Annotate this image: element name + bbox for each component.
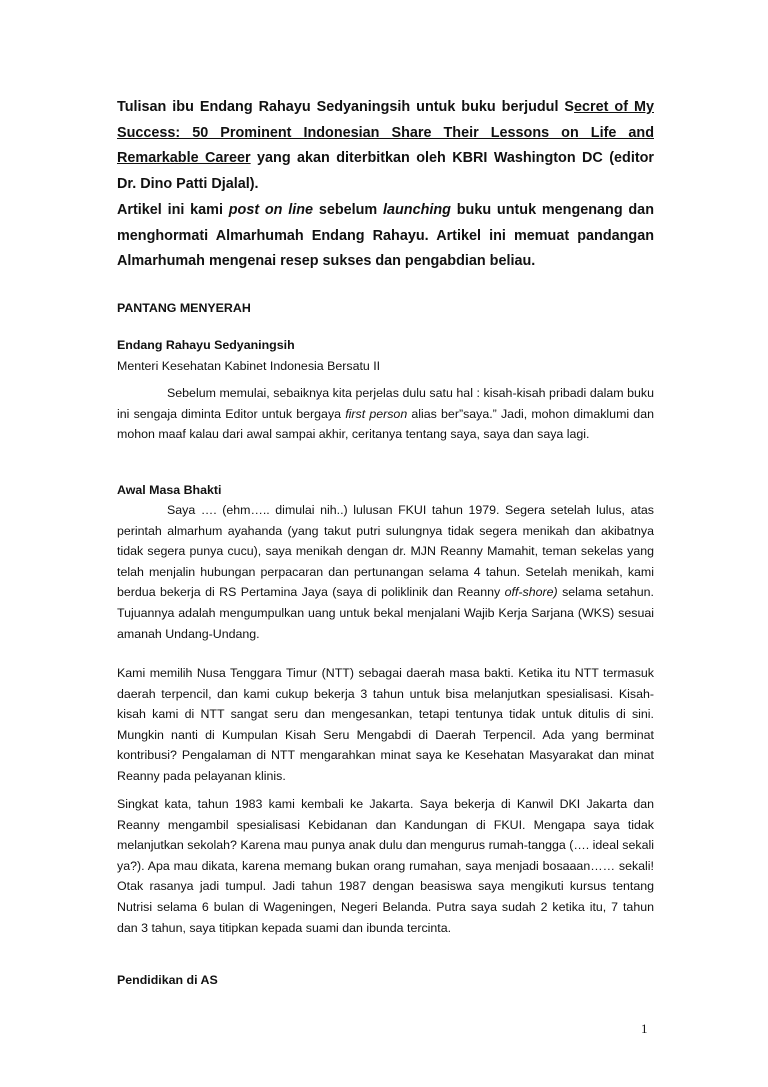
section-heading: Pendidikan di AS [117,973,218,987]
section-heading: Awal Masa Bhakti [117,483,222,497]
book-title: ecret of My Success: 50 Prominent Indonesian Share Their Lessons on Life and Remarkable Career [117,99,654,167]
author-block [117,335,654,376]
section1-paragraph-3: Singkat kata, tahun 1983 kami kembali ke Jakarta. Saya bekerja di Kanwil DKI Jakarta dan Reanny mengambil spesialisasi Kebidanan dan Kandungan di FKUI. Mengapa saya tidak melanjutkan sekolah? Karena mau punya anak dulu dan mengurus rumah-tangga (…. ideal sekali ya?). Apa mau dikata, karena memang bukan orang rumahan, saya menjadi bosaaan…… sekali! Otak rasanya jadi tumpul. Jadi tahun 1987 dengan beasiswa saya mengikuti kursus tentang Nutrisi selama 6 bulan di Wageningen, Negeri Belanda. Putra saya sudah 2 ketika itu, 7 tahun dan 3 tahun, saya titipkan kepada suami dan ibunda tercinta. [117,797,654,935]
paragraph-text: Saya …. (ehm….. dimulai nih..) lulusan FKUI tahun 1979. Segera setelah lulus, atas perintah almarhum ayahanda (yang takut putri sulungnya tidak segera menikah dan akibatnya tidak segera punya cucu), saya menikah dengan dr. MJN Reanny Mamahit, teman sekelas yang telah menjalin hubungan perpacaran dan pertunangan selama 4 tahun. Setelah menikah, kami berdua bekerja di RS Pertamina Jaya (saya di poliklinik dan Reanny [117,503,654,600]
intro-text: sebelum [313,201,383,218]
intro-italic: launching [383,201,451,218]
italic-text: off-shore) [504,585,558,600]
intro-text: buku untuk mengenang dan menghormati Almarhumah Endang Rahayu. Artikel ini memuat pandangan Almarhumah mengenai resep sukses dan pengabdian beliau. [117,201,654,270]
article-title: PANTANG MENYERAH [117,301,251,315]
intro-text: Tulisan ibu Endang Rahayu Sedyaningsih untuk buku berjudul S [117,99,575,115]
italic-text: first person [345,406,408,421]
section1-paragraph-1 [117,500,654,644]
page-number: 1 [641,1021,648,1036]
intro-note [117,95,654,275]
intro-text: yang akan diterbitkan oleh KBRI Washington DC (editor Dr. Dino Patti Djalal). [117,150,655,193]
paragraph-text: selama setahun. Tujuannya adalah mengumpulkan uang untuk bekal menjalani Wajib Kerja Sarjana (WKS) sesuai amanah Undang-Undang. [117,585,654,641]
intro-italic: post on line [228,201,314,218]
paragraph-text: Sebelum memulai, sebaiknya kita perjelas dulu satu hal : kisah-kisah pribadi dalam buku ini sengaja diminta Editor untuk bergaya [117,386,654,421]
intro-paragraph-1 [117,95,654,198]
intro-paragraph-2 [117,198,654,275]
section1-paragraph-2: Kami memilih Nusa Tenggara Timur (NTT) sebagai daerah masa bakti. Ketika itu NTT termasuk daerah terpencil, dan kami cukup bekerja 3 tahun untuk bisa melanjutkan spesialisasi. Kisah-kisah kami di NTT sangat seru dan mengesankan, tetapi tentunya tidak untuk ditulis di sini. Mungkin nanti di Kumpulan Kisah Seru Mengabdi di Daerah Terpencil. Ada yang berminat kontribusi? Pengalaman di NTT mengarahkan minat saya ke Kesehatan Masyarakat dan minat Reanny pada pelayanan klinis. [117,666,654,783]
intro-text: Artikel ini kami [117,201,229,218]
paragraph-text: alias ber”saya.” Jadi, mohon dimaklumi dan mohon maaf kalau dari awal sampai akhir, ceritanya tentang saya, saya dan saya lagi. [117,406,654,442]
opening-paragraph [117,383,654,445]
author-name: Endang Rahayu Sedyaningsih [117,338,295,352]
author-role: Menteri Kesehatan Kabinet Indonesia Bersatu II [117,358,381,373]
